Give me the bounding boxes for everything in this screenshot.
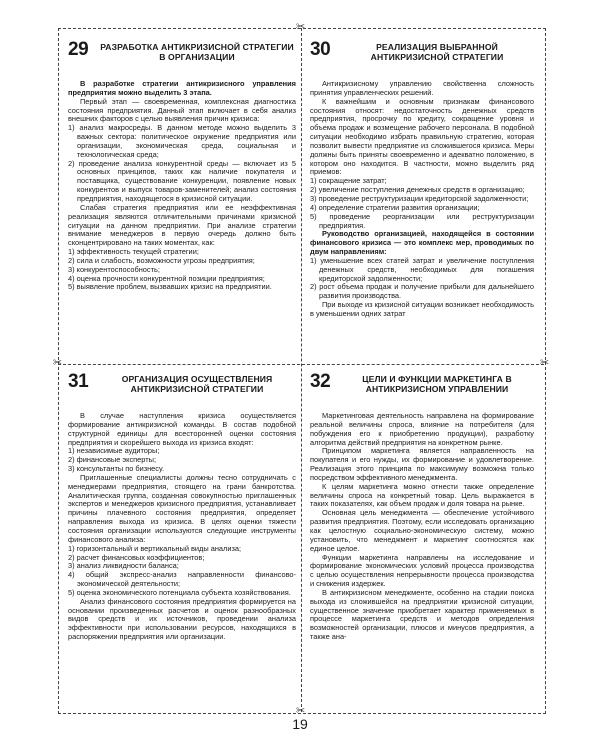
scissors-icon: ✂ <box>296 21 306 33</box>
card-body <box>310 80 534 319</box>
paragraph: К целям маркетинга можно отнести также определение величины спроса на конкретный товар. Цель выражается в таких показателях, как объем продаж и доля товара на рынке. <box>310 481 534 509</box>
card-title: ЦЕЛИ И ФУНКЦИИ МАРКЕТИНГА В АНТИКРИЗИСНОМ УПРАВЛЕНИИ <box>362 374 512 394</box>
page-number: 19 <box>292 716 308 732</box>
card-31 <box>68 372 296 704</box>
list-item: 3) конкурентоспособность; <box>68 264 160 274</box>
list-item: 4) определение стратегии развития организации; <box>310 202 480 212</box>
paragraph: Принципом маркетинга является направленность на покупателя и его нужды, их формирование и удовлетворение. Реализация этого принципа по максимуму возможна только посредством эффективного менеджмента. <box>310 446 534 482</box>
scissors-icon: ✂ <box>540 357 550 369</box>
card-header <box>310 372 534 412</box>
paragraph: Функции маркетинга направлены на исследование и формирование экономических условий процесса производства с целью осуществления непрерывности процесса производства и снижения издержек. <box>310 552 534 589</box>
card-title: РЕАЛИЗАЦИЯ ВЫБРАННОЙ АНТИКРИЗИСНОЙ СТРАТЕГИИ <box>370 42 504 62</box>
card-body <box>68 412 296 642</box>
list-item: 2) финансовые эксперты; <box>68 455 156 465</box>
list-item: 3) анализ ликвидности баланса; <box>68 561 179 571</box>
list-item: 1) сокращение затрат; <box>310 176 387 186</box>
card-32 <box>310 372 534 704</box>
paragraph: В случае наступления кризиса осуществляется формирование антикризисной команды. В состав подобной структурной единицы для всесторонней оценки состояния предприятия и скорейшего выхода из кризиса входят: <box>68 411 296 447</box>
list-item: 1) независимые аудиторы; <box>68 446 160 456</box>
card-number: 32 <box>310 372 331 392</box>
list-item: 2) сила и слабость, возможности угрозы предприятия; <box>68 255 255 265</box>
paragraph: Слабая стратегия предприятия или ее неэффективная реализация являются отличительными причинами кризисной ситуации на данном предприятии. При анализе стратегии внимание менеджеров в первую очередь должно быть сконцентрировано на таких моментах, как: <box>68 202 296 248</box>
card-number: 30 <box>310 40 331 60</box>
list-item: 2) проведение анализа конкурентной среды — включает из 5 основных принципов, таких как наличие покупателя и поставщика, существование конкуренции, появление новых конкурентов и выпуск товаров-заменителей; анализ состояния предприятия, находящегося в кризисной ситуации. <box>68 158 296 203</box>
card-title: ОРГАНИЗАЦИЯ ОСУЩЕСТВЛЕНИЯ АНТИКРИЗИСНОЙ СТРАТЕГИИ <box>121 374 273 394</box>
card-header <box>310 40 534 80</box>
list-item: 2) расчет финансовых коэффициентов; <box>68 552 205 562</box>
list-item: 4) оценка прочности конкурентной позиции предприятия; <box>68 273 265 283</box>
cut-line-vertical <box>301 28 302 712</box>
scissors-icon: ✂ <box>53 357 63 369</box>
paragraph: Руководство организацией, находящейся в состоянии финансового кризиса — это комплекс мер, проводимых по двум направлениям: <box>310 229 534 257</box>
card-body <box>68 80 296 292</box>
paragraph: Первый этап — своевременная, комплексная диагностика состояния предприятия. Данный этап включает в себя анализ внешних факторов с целью выявления причин кризиса: <box>68 96 296 124</box>
paragraph: Антикризисному управлению свойственна сложность принятия управленческих решений. <box>310 79 534 97</box>
list-item: 2) рост объема продаж и получение прибыли для дальнейшего развития производства. <box>310 282 534 301</box>
list-item: 3) консультанты по бизнесу. <box>68 464 165 474</box>
list-item: 4) общий экспресс-анализ направленности финансово-экономической деятельности; <box>68 570 296 589</box>
paragraph: Основная цель менеджмента — обеспечение устойчивого развития предприятия. Поэтому, если исследовать организацию как целостную социально-экономическую систему, можно установить, что менеджмент и маркетинг соотносятся как единое целое. <box>310 508 534 553</box>
card-body <box>310 412 534 642</box>
paragraph: Анализ финансового состояния предприятия формируется на основании произведенных расчетов и оценок разнообразных видов средств и их источников, проведении анализа эффективности при использовании ресурсов, находящихся в распоряжении предприятия или организации. <box>68 596 296 642</box>
paragraph: Приглашенные специалисты должны тесно сотрудничать с менеджерами предприятия, стоящего на грани банкротства. Аналитическая группа, созданная совокупностью приглашенных экспертов и менеджеров кризисного предприятия, устанавливает причины плачевного состояния предприятия, определяет направления выхода из кризиса. В целях оценки тяжести состояния организации используются следующие инструменты финансового анализа: <box>68 472 296 544</box>
card-title: РАЗРАБОТКА АНТИКРИЗИСНОЙ СТРАТЕГИИ В ОРГАНИЗАЦИИ <box>100 42 294 62</box>
list-item: 5) выявление проблем, вызвавших кризис на предприятии. <box>68 282 272 292</box>
card-header <box>68 372 296 412</box>
list-item: 1) горизонтальный и вертикальный виды анализа; <box>68 543 242 553</box>
paragraph: В антикризисном менеджменте, особенно на стадии поиска выхода из сложившейся на предприятии кризисной ситуации, существенное значение приобретает характер применяемых в процессе маркетинга средств и методов определения возможностей организации, плюсов и минусов предприятия, а также ана- <box>310 587 534 642</box>
card-30 <box>310 40 534 358</box>
paragraph: К важнейшим и основным признакам финансового состояния относят: недостаточность денежных средств предприятия, просрочку по кредиту, сокращение уровня и объема продаж и возмещение рабочего персонала. В подобной ситуации необходимо избрать правильную стратегию, которая позволит вывести предприятие из сложившегося кризиса. Меры должны быть приняты своевременно и адекватно положению, в котором оно находится. В частности, можно выделить ряд приемов: <box>310 96 534 177</box>
paragraph: В разработке стратегии антикризисного управления предприятия можно выделить 3 этапа. <box>68 79 296 97</box>
cut-line-horizontal <box>58 364 544 365</box>
scissors-icon: ✂ <box>296 705 306 717</box>
list-item: 1) эффективность текущей стратегии; <box>68 247 199 257</box>
card-number: 31 <box>68 372 89 392</box>
paragraph: При выходе из кризисной ситуации возникает необходимость в уменьшении одних затрат <box>310 300 534 318</box>
list-item: 1) анализ макросреды. В данном методе можно выделить 3 важных сектора: политическое окружение предприятия или организации, экономическая среда, социальная и технологическая среда; <box>68 123 296 159</box>
card-number: 29 <box>68 40 89 60</box>
paragraph: Маркетинговая деятельность направлена на формирование реальной величины спроса, влияние на потребителя (для побуждения его к приобретению продукции), разработку алгоритма действий предприятия на конкретном рынке. <box>310 411 534 447</box>
list-item: 2) увеличение поступления денежных средств в организацию; <box>310 185 525 195</box>
card-header <box>68 40 296 80</box>
card-29 <box>68 40 296 358</box>
list-item: 1) уменьшение всех статей затрат и увеличение поступления денежных средств, необходимых для погашения кредиторской задолженности; <box>310 255 534 283</box>
list-item: 5) проведение реорганизации или реструктуризации предприятия. <box>310 211 534 230</box>
list-item: 3) проведение реструктуризации кредиторской задолженности; <box>310 193 529 203</box>
list-item: 5) оценка экономического потенциала субъекта хозяйствования. <box>68 587 291 597</box>
